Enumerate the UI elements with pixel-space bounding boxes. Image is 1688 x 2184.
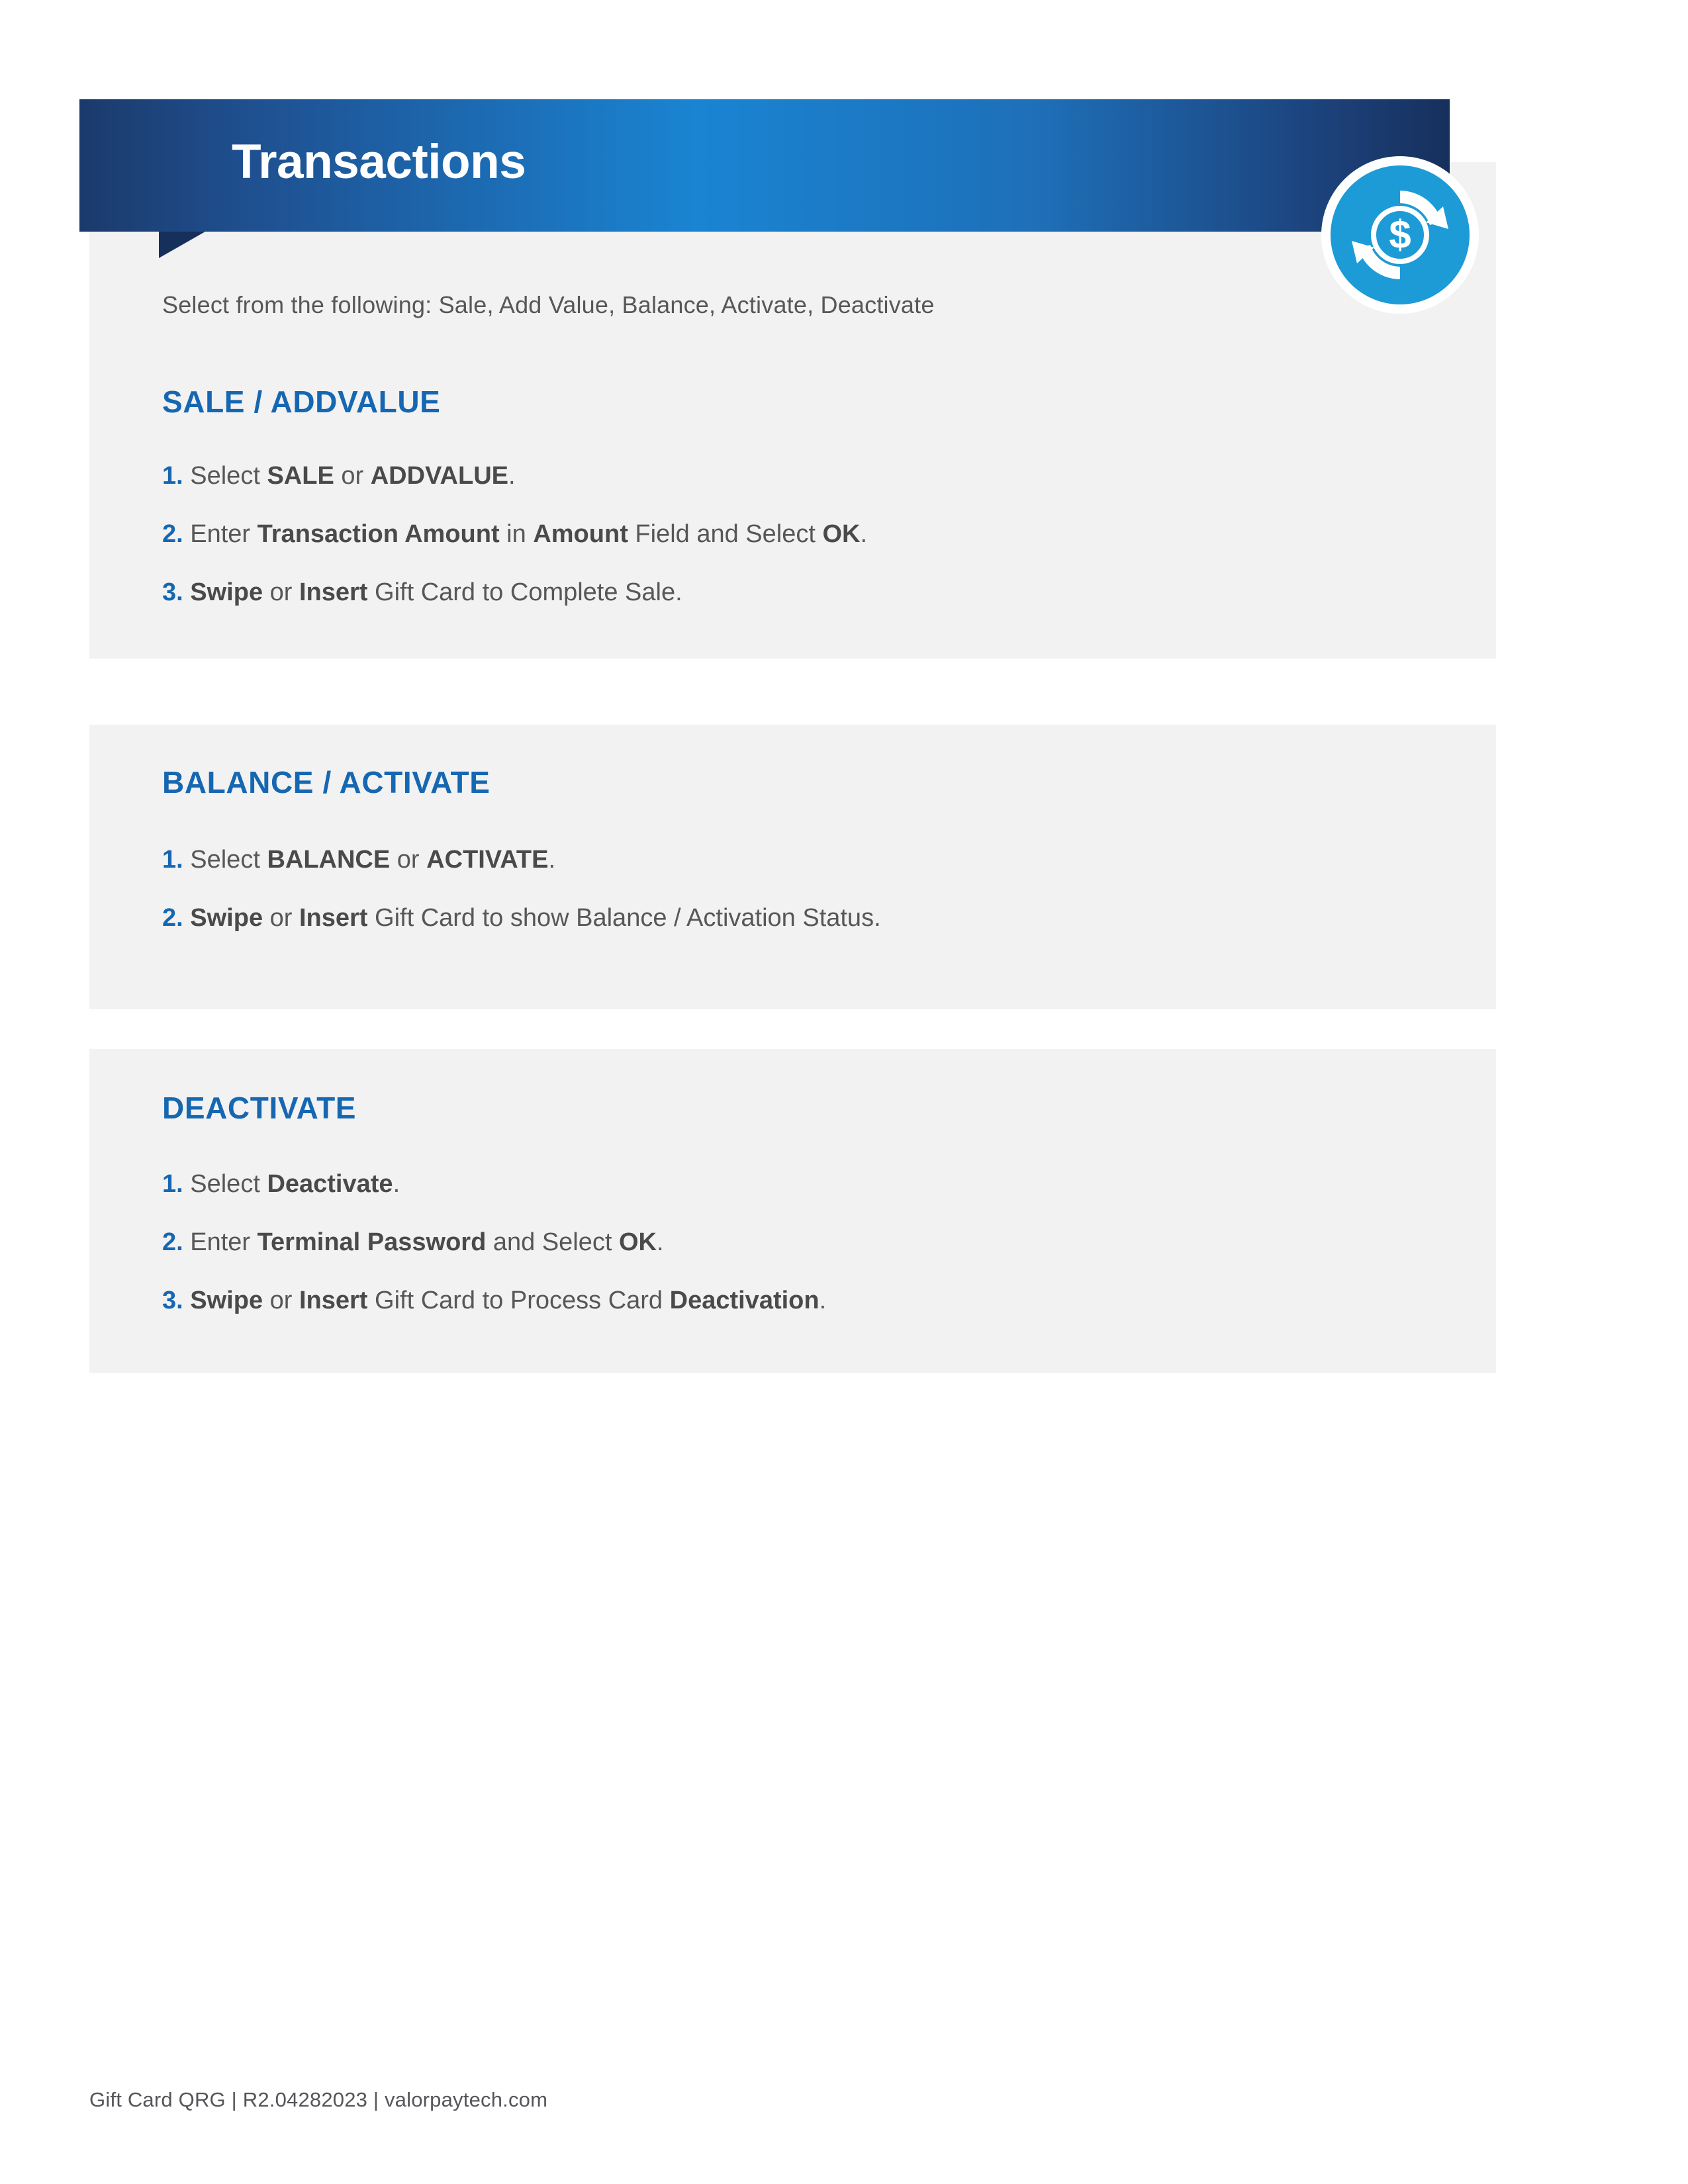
step-text: Enter Transaction Amount in Amount Field and Select OK.: [183, 520, 868, 548]
steps-list-balance-activate: [162, 831, 881, 947]
page-header-banner: [79, 99, 1529, 257]
section-title-deactivate: DEACTIVATE: [162, 1091, 357, 1125]
list-item: 2. Swipe or Insert Gift Card to show Balance / Activation Status.: [162, 904, 881, 932]
step-text: Select SALE or ADDVALUE.: [183, 462, 516, 490]
intro-text: Select from the following: Sale, Add Value, Balance, Activate, Deactivate: [162, 291, 935, 318]
footer-text: Gift Card QRG | R2.04282023 | valorpaytech.com: [89, 2088, 548, 2111]
section-title-balance-activate: BALANCE / ACTIVATE: [162, 765, 491, 799]
page-title: Transactions: [232, 135, 526, 189]
step-text: Select BALANCE or ACTIVATE.: [183, 846, 556, 874]
step-text: Swipe or Insert Gift Card to Complete Sale.: [190, 578, 682, 606]
list-item: 1. Select SALE or ADDVALUE.: [162, 462, 516, 490]
refresh-dollar-icon: [1331, 165, 1470, 304]
list-item: 2. Enter Terminal Password and Select OK.: [162, 1228, 664, 1256]
list-item: 3. Swipe or Insert Gift Card to Process Card Deactivation.: [162, 1287, 827, 1314]
step-text: Enter Terminal Password and Select OK.: [183, 1228, 664, 1256]
banner-ribbon-tail: [159, 232, 205, 258]
step-text: Swipe or Insert Gift Card to Process Card Deactivation.: [190, 1287, 827, 1314]
steps-list-sale-addvalue: [162, 447, 867, 621]
svg-text:$: $: [1389, 212, 1411, 257]
step-text: Select Deactivate.: [183, 1170, 400, 1198]
list-item: 2. Enter Transaction Amount in Amount Field and Select OK.: [162, 520, 868, 548]
list-item: 1. Select BALANCE or ACTIVATE.: [162, 846, 556, 874]
list-item: 3. Swipe or Insert Gift Card to Complete Sale.: [162, 578, 682, 606]
list-item: 1. Select Deactivate.: [162, 1170, 400, 1198]
step-text: Swipe or Insert Gift Card to show Balance / Activation Status.: [190, 904, 881, 932]
steps-list-deactivate: [162, 1155, 826, 1330]
section-title-sale-addvalue: SALE / ADDVALUE: [162, 385, 441, 419]
